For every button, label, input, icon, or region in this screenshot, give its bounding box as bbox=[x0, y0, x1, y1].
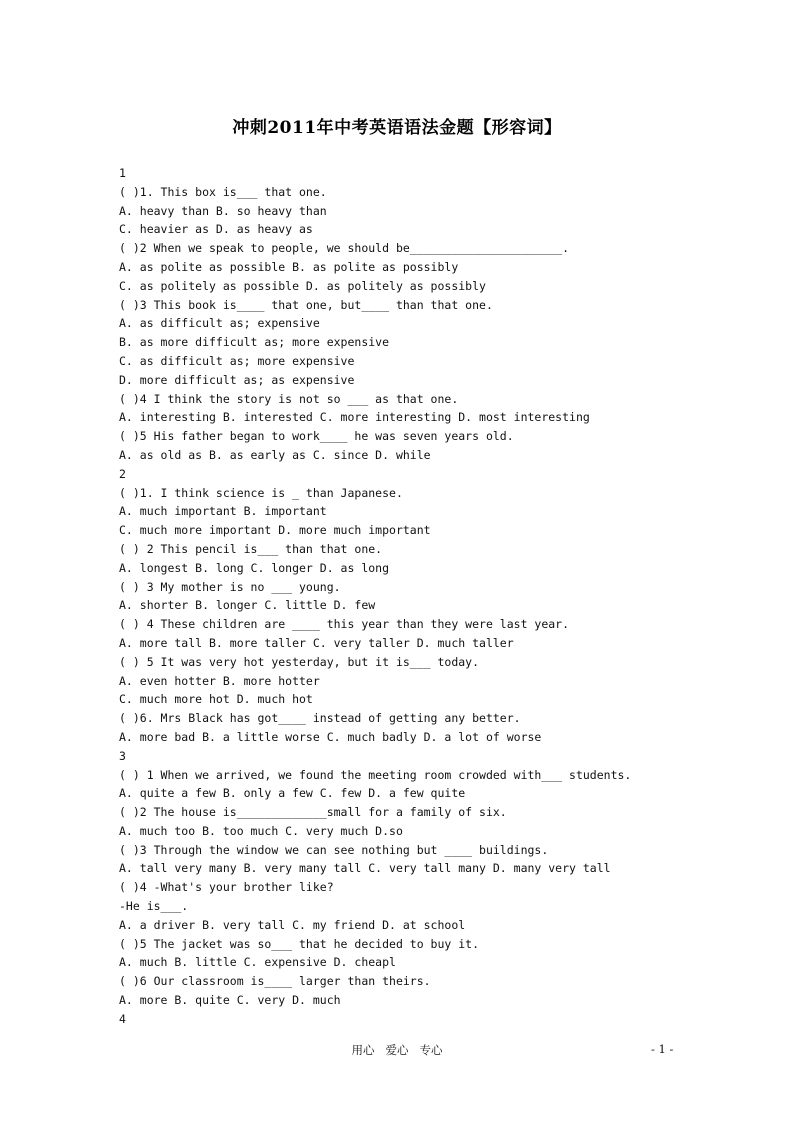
text-line: 3 bbox=[119, 748, 126, 763]
text-line: A. more tall B. more taller C. very taller D. much taller bbox=[119, 635, 514, 650]
text-line: A. tall very many B. very many tall C. very tall many D. many very tall bbox=[119, 861, 611, 876]
text-line: ( )1. This box is___ that one. bbox=[119, 184, 327, 199]
footer-motto: 用心 爱心 专心 bbox=[351, 1043, 443, 1057]
text-line: ( )6. Mrs Black has got____ instead of getting any better. bbox=[119, 711, 521, 726]
text-line: ( )1. I think science is _ than Japanese. bbox=[119, 485, 403, 500]
text-line: A. longest B. long C. longer D. as long bbox=[119, 560, 390, 575]
text-line: A. as polite as possible B. as polite as possibly bbox=[119, 259, 459, 274]
text-line: 4 bbox=[119, 1011, 126, 1026]
text-line: A. as difficult as; expensive bbox=[119, 316, 320, 331]
text-line: ( )4 -What's your brother like? bbox=[119, 880, 334, 895]
text-line: A. a driver B. very tall C. my friend D. at school bbox=[119, 917, 466, 932]
text-line: ( )3 This book is____ that one, but____ than that one. bbox=[119, 297, 493, 312]
text-line: A. heavy than B. so heavy than bbox=[119, 203, 327, 218]
page-number: - 1 - bbox=[651, 1042, 674, 1056]
text-line: A. even hotter B. more hotter bbox=[119, 673, 320, 688]
text-line: A. more bad B. a little worse C. much badly D. a lot of worse bbox=[119, 729, 542, 744]
text-line: C. much more important D. more much important bbox=[119, 523, 431, 538]
text-line: C. as difficult as; more expensive bbox=[119, 353, 355, 368]
text-line: ( ) 3 My mother is no ___ young. bbox=[119, 579, 341, 594]
text-line: ( ) 4 These children are ____ this year than they were last year. bbox=[119, 617, 570, 632]
page-title: 冲刺2011年中考英语语法金题【形容词】 bbox=[232, 118, 562, 138]
text-line: ( )3 Through the window we can see nothing but ____ buildings. bbox=[119, 842, 549, 857]
text-line: ( )4 I think the story is not so ___ as that one. bbox=[119, 391, 459, 406]
text-line: -He is___. bbox=[119, 899, 189, 914]
text-line: ( )2 When we speak to people, we should be______________________. bbox=[119, 241, 570, 256]
text-line: ( ) 2 This pencil is___ than that one. bbox=[119, 541, 383, 556]
text-line: ( )6 Our classroom is____ larger than theirs. bbox=[119, 974, 431, 989]
text-line: ( ) 1 When we arrived, we found the meeting room crowded with___ students. bbox=[119, 767, 632, 782]
text-line: ( ) 5 It was very hot yesterday, but it is___ today. bbox=[119, 654, 480, 669]
text-line: A. interesting B. interested C. more interesting D. most interesting bbox=[119, 410, 590, 425]
text-line: A. more B. quite C. very D. much bbox=[119, 993, 341, 1008]
text-line: A. much too B. too much C. very much D.so bbox=[119, 823, 403, 838]
text-line: D. more difficult as; as expensive bbox=[119, 372, 355, 387]
text-line: C. heavier as D. as heavy as bbox=[119, 222, 313, 237]
question-list bbox=[119, 164, 739, 1029]
text-line: ( )5 The jacket was so___ that he decided to buy it. bbox=[119, 936, 480, 951]
text-line: C. as politely as possible D. as politely as possibly bbox=[119, 278, 486, 293]
text-line: A. shorter B. longer C. little D. few bbox=[119, 598, 376, 613]
text-line: 2 bbox=[119, 466, 126, 481]
text-line: A. as old as B. as early as C. since D. while bbox=[119, 447, 431, 462]
text-line: C. much more hot D. much hot bbox=[119, 692, 313, 707]
text-line: B. as more difficult as; more expensive bbox=[119, 335, 390, 350]
text-line: A. much B. little C. expensive D. cheapl bbox=[119, 955, 396, 970]
text-line: ( )5 His father began to work____ he was seven years old. bbox=[119, 429, 514, 444]
text-line: A. much important B. important bbox=[119, 504, 327, 519]
text-line: ( )2 The house is_____________small for a family of six. bbox=[119, 805, 507, 820]
text-line: 1 bbox=[119, 166, 126, 180]
text-line: A. quite a few B. only a few C. few D. a few quite bbox=[119, 786, 466, 801]
